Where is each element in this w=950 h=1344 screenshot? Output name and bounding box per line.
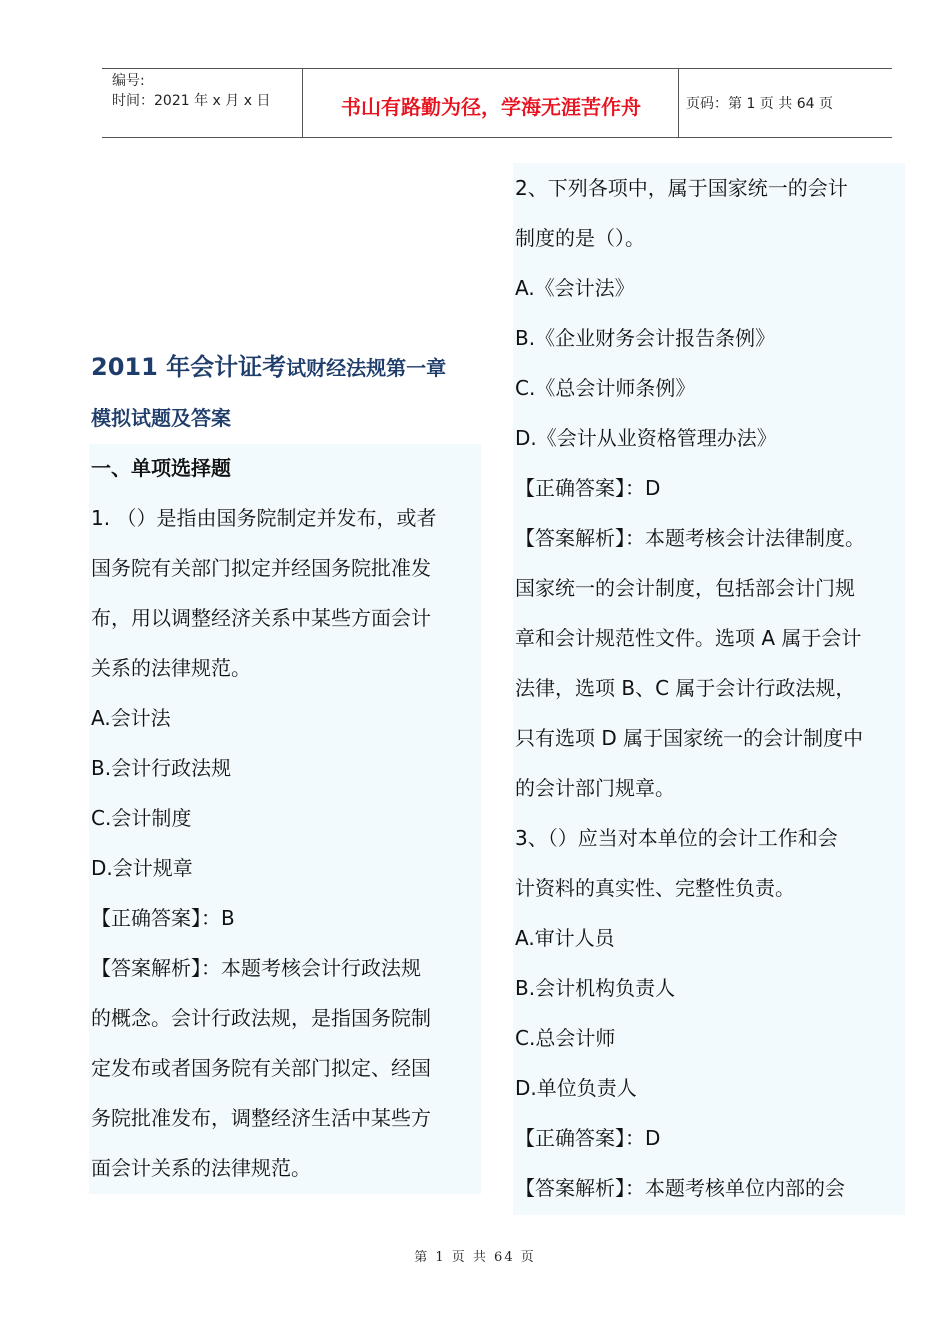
analysis-line: 【答案解析】：本题考核单位内部的会 <box>515 1176 845 1200</box>
analysis-line: 章和会计规范性文件。选项 A 属于会计 <box>515 626 862 650</box>
option-d: D.会计规章 <box>91 856 193 880</box>
header-meta <box>112 71 270 111</box>
question-line: 2、下列各项中，属于国家统一的会计 <box>515 176 848 200</box>
title-rest: 试财经法规第一章 <box>286 356 447 380</box>
option-d: D.《会计从业资格管理办法》 <box>515 426 777 450</box>
question-line: 关系的法律规范。 <box>91 656 251 680</box>
analysis-line: 【答案解析】：本题考核会计行政法规 <box>91 956 421 980</box>
title-main: 2011 年会计证考 <box>91 353 287 381</box>
number-label: 编号: <box>112 73 145 89</box>
section-heading: 一、单项选择题 <box>91 456 231 480</box>
question-line: 国务院有关部门拟定并经国务院批准发 <box>91 556 431 580</box>
analysis-line: 面会计关系的法律规范。 <box>91 1156 311 1180</box>
question-line: 制度的是（）。 <box>515 226 645 250</box>
question-line: 布，用以调整经济关系中某些方面会计 <box>91 606 431 630</box>
doc-title-line2: 模拟试题及答案 <box>91 406 231 430</box>
correct-answer: 【正确答案】：D <box>515 1126 661 1150</box>
option-a: A.会计法 <box>91 706 171 730</box>
correct-answer: 【正确答案】：D <box>515 476 661 500</box>
option-d: D.单位负责人 <box>515 1076 637 1100</box>
analysis-line: 【答案解析】：本题考核会计法律制度。 <box>515 526 865 550</box>
header-page-number: 页码：第 1 页 共 64 页 <box>686 96 833 112</box>
right-column <box>515 163 905 1213</box>
option-c: C.会计制度 <box>91 806 192 830</box>
option-b: B.会计机构负责人 <box>515 976 676 1000</box>
analysis-line: 的会计部门规章。 <box>515 776 675 800</box>
left-column <box>91 342 481 1193</box>
option-c: C.《总会计师条例》 <box>515 376 696 400</box>
analysis-line: 法律，选项 B、C 属于会计行政法规， <box>515 676 856 700</box>
page-footer: 第 1 页 共 64 页 <box>414 1250 536 1265</box>
question-line: 计资料的真实性、完整性负责。 <box>515 876 795 900</box>
option-c: C.总会计师 <box>515 1026 616 1050</box>
header-divider <box>302 69 303 137</box>
doc-title-line1 <box>91 342 481 393</box>
option-a: A.审计人员 <box>515 926 615 950</box>
analysis-line: 的概念。会计行政法规，是指国务院制 <box>91 1006 431 1030</box>
time-label: 时间：2021 年 x 月 x 日 <box>112 93 271 109</box>
header-divider <box>678 69 679 137</box>
option-b: B.《企业财务会计报告条例》 <box>515 326 776 350</box>
analysis-line: 国家统一的会计制度，包括部会计门规 <box>515 576 855 600</box>
header-motto: 书山有路勤为径，学海无涯苦作舟 <box>341 95 641 119</box>
correct-answer: 【正确答案】：B <box>91 906 235 930</box>
option-b: B.会计行政法规 <box>91 756 232 780</box>
page-header <box>102 68 892 138</box>
analysis-line: 只有选项 D 属于国家统一的会计制度中 <box>515 726 864 750</box>
option-a: A.《会计法》 <box>515 276 635 300</box>
question-line: 1. （）是指由国务院制定并发布，或者 <box>91 506 437 530</box>
analysis-line: 务院批准发布，调整经济生活中某些方 <box>91 1106 431 1130</box>
analysis-line: 定发布或者国务院有关部门拟定、经国 <box>91 1056 431 1080</box>
question-line: 3、（）应当对本单位的会计工作和会 <box>515 826 838 850</box>
